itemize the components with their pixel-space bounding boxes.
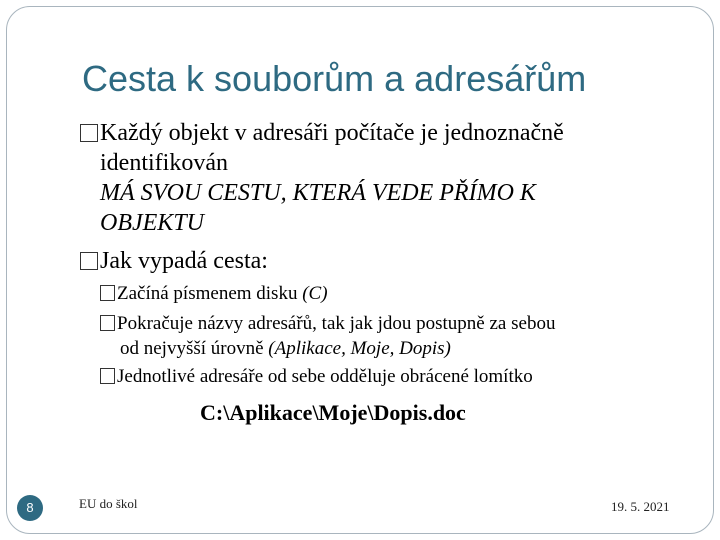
bullet-box-icon bbox=[100, 368, 115, 384]
page-number-badge: 8 bbox=[17, 495, 43, 521]
bullet-box-icon bbox=[80, 124, 98, 142]
bullet-box-icon bbox=[100, 315, 115, 331]
footer-date: 19. 5. 2021 bbox=[611, 499, 670, 514]
sub-bullet-item-1-italic: (C) bbox=[302, 283, 328, 304]
sub-bullet-item-1-text: Začíná písmenem disku bbox=[117, 283, 303, 304]
sub-bullet-item-2-text: Pokračuje názvy adresářů, tak jak jdou postupně za sebou bbox=[117, 313, 556, 334]
bullet-item-1-continuation: identifikován bbox=[100, 150, 228, 176]
bullet-item-2-text: Jak vypadá cesta: bbox=[100, 248, 268, 274]
sub-bullet-item-2-cont-text: od nejvyšší úrovně bbox=[120, 338, 269, 359]
bullet-box-icon bbox=[100, 285, 115, 301]
bullet-item-1-emphasis-line-2: OBJEKTU bbox=[100, 210, 204, 236]
footer-label: EU do škol bbox=[79, 496, 138, 511]
sub-bullet-item-3 bbox=[100, 364, 533, 389]
path-example: C:\Aplikace\Moje\Dopis.doc bbox=[200, 400, 466, 425]
bullet-item-1 bbox=[80, 118, 564, 238]
sub-bullet-item-2-continuation bbox=[100, 336, 555, 361]
bullet-item-1-emphasis-line-1: MÁ SVOU CESTU, KTERÁ VEDE PŘÍMO K bbox=[100, 180, 536, 206]
sub-bullet-item-2 bbox=[100, 311, 555, 361]
bullet-item-2 bbox=[80, 246, 268, 276]
sub-bullet-item-3-text: Jednotlivé adresáře od sebe odděluje obrácené lomítko bbox=[117, 366, 533, 387]
sub-bullet-item-1 bbox=[100, 281, 328, 306]
sub-bullet-item-2-cont-italic: (Aplikace, Moje, Dopis) bbox=[268, 338, 451, 359]
slide-title: Cesta k souborům a adresářům bbox=[82, 58, 587, 99]
bullet-box-icon bbox=[80, 252, 98, 270]
bullet-item-1-text: Každý objekt v adresáři počítače je jednoznačně bbox=[100, 120, 564, 146]
